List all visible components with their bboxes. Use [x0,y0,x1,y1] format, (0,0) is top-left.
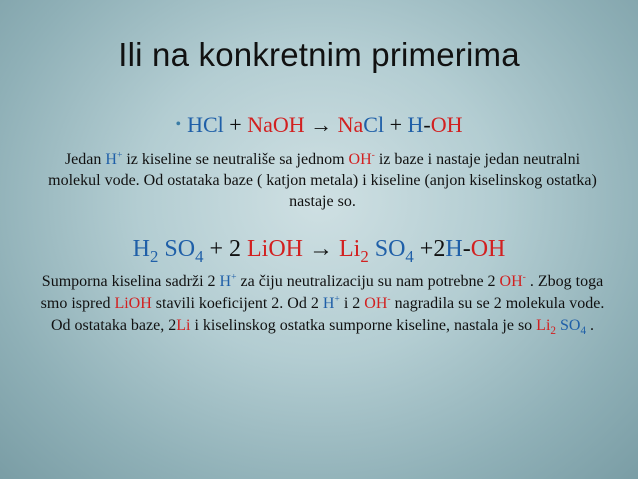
p2-so4: $SO_4$ [559,317,587,338]
eq1-hcl: HCl [187,112,224,137]
eq2-oh: OH [470,236,506,262]
eq1-h: H [407,112,424,137]
p2-text-6: nagradila su se 2 molekula vode. Od ostataka baze, 2 [50,295,605,334]
p1-text-3: iz baze i nastaje jedan neutralni molekul vode. Od ostataka baze ( katjon metala) i kiseline (anjon kiselinskog ostatka) nastaje so. [48,151,597,210]
p2-text-3: . Zbog toga smo ispred [40,273,604,312]
eq2-h: H [445,236,463,262]
eq1-na: Na [337,112,364,137]
equation-hcl-naoh [0,112,638,138]
p2-li2: $Li_2$ [536,317,556,338]
p2-h-ion-1: H+ [219,271,237,290]
p2-text-5: i 2 [343,295,361,312]
p1-oh-ion: OH- [348,149,375,168]
p1-h-ion: H+ [105,149,123,168]
eq1-plus-1: + [229,112,242,137]
eq2-h2so4: $H_2$ $SO_4$ [132,236,204,266]
eq2-dash: - [462,236,471,262]
eq1-cl: Cl [363,112,385,137]
eq1-dash: - [423,112,431,137]
p2-li: Li [176,317,191,334]
eq1-naoh: NaOH [247,112,305,137]
equation-h2so4-lioh [0,236,638,266]
p1-text-1: Jedan [64,151,102,168]
p2-text-7: i kiselinskog ostatka sumporne kiseline, nastala je so [194,317,533,334]
p1-text-2: iz kiseline se neutrališe sa jednom [126,151,345,168]
p2-lioh: LiOH [114,295,152,312]
eq1-arrow: → [310,112,333,137]
p2-text-8: . [590,317,595,334]
eq2-so4: $SO_4$ [374,236,414,266]
p2-h-ion-2: H+ [322,293,340,312]
eq2-plus-2b: +2 [419,236,446,262]
eq2-plus-2: + 2 [209,236,241,262]
eq2-lioh: LiOH [247,236,303,262]
bullet-icon: • [175,116,182,133]
p2-oh-ion-1: OH- [499,271,526,290]
p2-text-4: stavili koeficijent 2. Od 2 [155,295,319,312]
p2-text-2: za čiju neutralizaciju su nam potrebne 2 [240,273,496,290]
p2-oh-ion-2: OH- [364,293,391,312]
p2-text-1: Sumporna kiselina sadrži 2 [41,273,216,290]
eq1-oh: OH [430,112,463,137]
eq2-li2: $Li_2$ [339,236,369,266]
eq2-arrow: → [309,236,333,262]
explanation-paragraph-1 [40,149,605,212]
eq1-plus-2: + [389,112,403,137]
slide-title: Ili na konkretnim primerima [118,36,520,73]
explanation-paragraph-2 [30,271,615,337]
